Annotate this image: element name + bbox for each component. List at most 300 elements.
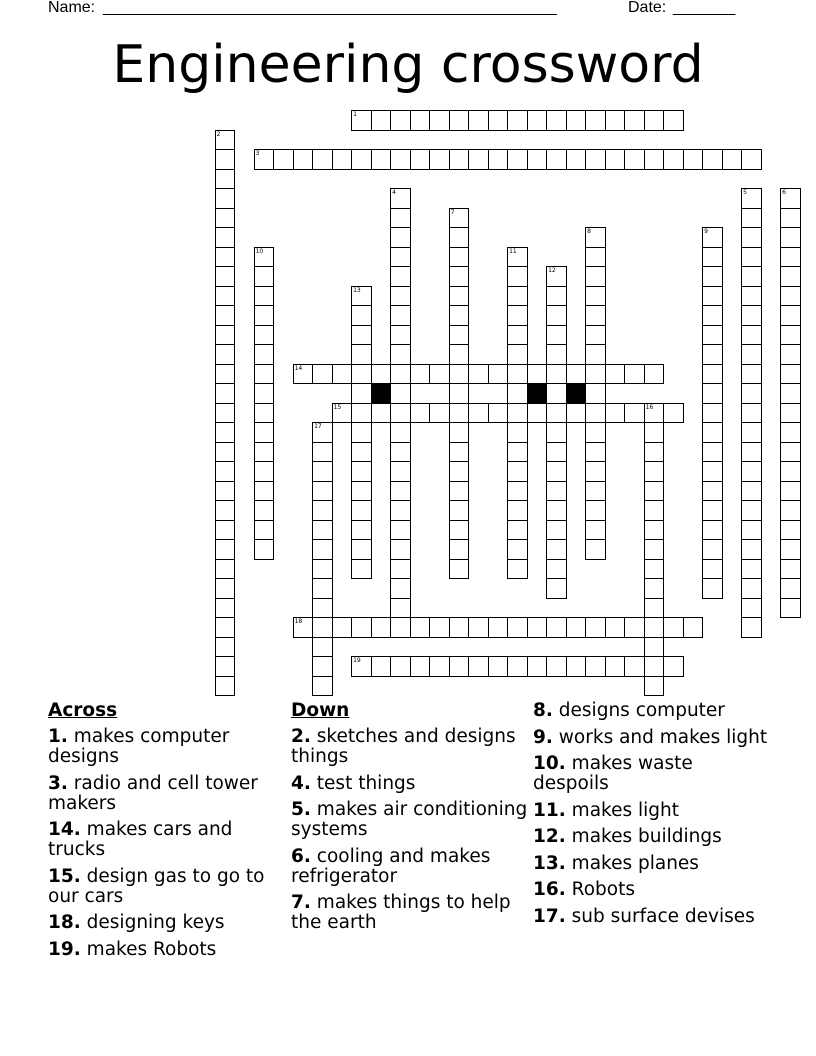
grid-cell[interactable] — [546, 481, 567, 502]
grid-cell[interactable] — [507, 383, 528, 404]
grid-cell[interactable] — [449, 442, 470, 463]
grid-cell[interactable] — [371, 403, 392, 424]
grid-cell[interactable] — [644, 539, 665, 560]
grid-cell[interactable] — [527, 364, 548, 385]
grid-cell[interactable] — [351, 110, 372, 131]
grid-cell[interactable] — [449, 422, 470, 443]
grid-cell[interactable] — [780, 598, 801, 619]
grid-cell[interactable] — [702, 578, 723, 599]
grid-cell[interactable] — [702, 344, 723, 365]
grid-cell[interactable] — [702, 481, 723, 502]
grid-cell[interactable] — [390, 481, 411, 502]
grid-cell[interactable] — [722, 149, 743, 170]
grid-cell[interactable] — [215, 188, 236, 209]
grid-cell[interactable] — [546, 617, 567, 638]
grid-cell[interactable] — [605, 403, 626, 424]
grid-cell[interactable] — [468, 149, 489, 170]
grid-cell[interactable] — [507, 656, 528, 677]
grid-cell[interactable] — [741, 520, 762, 541]
grid-cell[interactable] — [390, 208, 411, 229]
grid-cell[interactable] — [351, 149, 372, 170]
grid-cell[interactable] — [507, 461, 528, 482]
grid-cell[interactable] — [449, 227, 470, 248]
grid-cell[interactable] — [507, 500, 528, 521]
grid-cell[interactable] — [390, 520, 411, 541]
grid-cell[interactable] — [741, 286, 762, 307]
grid-cell[interactable] — [702, 422, 723, 443]
grid-cell[interactable] — [410, 617, 431, 638]
grid-cell[interactable] — [585, 539, 606, 560]
grid-cell[interactable] — [566, 656, 587, 677]
grid-cell[interactable] — [585, 149, 606, 170]
grid-cell[interactable] — [585, 442, 606, 463]
grid-cell[interactable] — [312, 481, 333, 502]
grid-cell[interactable] — [254, 247, 275, 268]
grid-cell[interactable] — [429, 656, 450, 677]
grid-cell[interactable] — [293, 364, 314, 385]
grid-cell[interactable] — [449, 383, 470, 404]
grid-cell[interactable] — [624, 110, 645, 131]
grid-cell[interactable] — [371, 364, 392, 385]
grid-cell[interactable] — [332, 403, 353, 424]
grid-cell[interactable] — [449, 481, 470, 502]
grid-cell[interactable] — [507, 247, 528, 268]
grid-cell[interactable] — [332, 149, 353, 170]
grid-cell[interactable] — [449, 461, 470, 482]
grid-cell[interactable] — [410, 403, 431, 424]
grid-cell[interactable] — [780, 383, 801, 404]
grid-cell[interactable] — [390, 559, 411, 580]
grid-cell[interactable] — [741, 247, 762, 268]
grid-cell[interactable] — [215, 442, 236, 463]
grid-cell[interactable] — [429, 110, 450, 131]
grid-cell[interactable] — [507, 266, 528, 287]
grid-cell[interactable] — [390, 617, 411, 638]
grid-cell[interactable] — [507, 442, 528, 463]
grid-cell[interactable] — [254, 500, 275, 521]
grid-cell[interactable] — [254, 266, 275, 287]
grid-cell[interactable] — [585, 656, 606, 677]
grid-cell[interactable] — [293, 617, 314, 638]
grid-cell[interactable] — [644, 500, 665, 521]
grid-cell[interactable] — [546, 559, 567, 580]
grid-cell[interactable] — [585, 364, 606, 385]
grid-cell[interactable] — [312, 578, 333, 599]
grid-cell[interactable] — [410, 656, 431, 677]
grid-cell[interactable] — [390, 539, 411, 560]
grid-cell[interactable] — [741, 539, 762, 560]
grid-cell[interactable] — [585, 461, 606, 482]
grid-cell[interactable] — [585, 325, 606, 346]
grid-cell[interactable] — [546, 266, 567, 287]
grid-cell[interactable] — [546, 325, 567, 346]
grid-cell[interactable] — [429, 364, 450, 385]
name-field[interactable]: ___________________________________________________ — [103, 0, 557, 16]
grid-cell[interactable] — [546, 461, 567, 482]
grid-cell[interactable] — [390, 403, 411, 424]
grid-cell[interactable] — [741, 383, 762, 404]
grid-cell[interactable] — [351, 461, 372, 482]
grid-cell[interactable] — [585, 344, 606, 365]
grid-cell[interactable] — [390, 364, 411, 385]
grid-cell[interactable] — [741, 305, 762, 326]
grid-cell[interactable] — [780, 578, 801, 599]
grid-cell[interactable] — [507, 520, 528, 541]
grid-cell[interactable] — [663, 656, 684, 677]
grid-cell[interactable] — [351, 286, 372, 307]
grid-cell[interactable] — [624, 656, 645, 677]
grid-cell[interactable] — [566, 403, 587, 424]
grid-cell[interactable] — [507, 286, 528, 307]
grid-cell[interactable] — [215, 559, 236, 580]
grid-cell[interactable] — [585, 305, 606, 326]
grid-cell[interactable] — [215, 169, 236, 190]
grid-cell[interactable] — [741, 578, 762, 599]
grid-cell[interactable] — [546, 539, 567, 560]
grid-cell[interactable] — [390, 500, 411, 521]
grid-cell[interactable] — [351, 305, 372, 326]
grid-cell[interactable] — [644, 520, 665, 541]
grid-cell[interactable] — [507, 364, 528, 385]
grid-cell[interactable] — [702, 442, 723, 463]
grid-cell[interactable] — [351, 617, 372, 638]
grid-cell[interactable] — [215, 461, 236, 482]
grid-cell[interactable] — [546, 422, 567, 443]
grid-cell[interactable] — [644, 422, 665, 443]
grid-cell[interactable] — [507, 149, 528, 170]
grid-cell[interactable] — [254, 325, 275, 346]
grid-cell[interactable] — [780, 520, 801, 541]
grid-cell[interactable] — [215, 500, 236, 521]
grid-cell[interactable] — [644, 461, 665, 482]
grid-cell[interactable] — [468, 617, 489, 638]
grid-cell[interactable] — [215, 578, 236, 599]
grid-cell[interactable] — [585, 383, 606, 404]
grid-cell[interactable] — [741, 500, 762, 521]
grid-cell[interactable] — [585, 403, 606, 424]
grid-cell[interactable] — [585, 422, 606, 443]
grid-cell[interactable] — [312, 500, 333, 521]
grid-cell[interactable] — [741, 188, 762, 209]
grid-cell[interactable] — [215, 325, 236, 346]
grid-cell[interactable] — [293, 149, 314, 170]
grid-cell[interactable] — [215, 227, 236, 248]
grid-cell[interactable] — [546, 149, 567, 170]
grid-cell[interactable] — [644, 442, 665, 463]
grid-cell[interactable] — [215, 149, 236, 170]
grid-cell[interactable] — [390, 266, 411, 287]
grid-cell[interactable] — [741, 149, 762, 170]
grid-cell[interactable] — [507, 344, 528, 365]
grid-cell[interactable] — [546, 305, 567, 326]
grid-cell[interactable] — [254, 286, 275, 307]
grid-cell[interactable] — [312, 617, 333, 638]
grid-cell[interactable] — [546, 364, 567, 385]
grid-cell[interactable] — [371, 617, 392, 638]
grid-cell[interactable] — [605, 617, 626, 638]
grid-cell[interactable] — [312, 559, 333, 580]
grid-cell[interactable] — [702, 539, 723, 560]
grid-cell[interactable] — [312, 539, 333, 560]
grid-cell[interactable] — [624, 149, 645, 170]
grid-cell[interactable] — [741, 344, 762, 365]
grid-cell[interactable] — [605, 110, 626, 131]
grid-cell[interactable] — [702, 461, 723, 482]
grid-cell[interactable] — [449, 325, 470, 346]
grid-cell[interactable] — [351, 442, 372, 463]
grid-cell[interactable] — [507, 305, 528, 326]
grid-cell[interactable] — [215, 286, 236, 307]
grid-cell[interactable] — [215, 130, 236, 151]
grid-cell[interactable] — [312, 656, 333, 677]
grid-cell[interactable] — [585, 617, 606, 638]
grid-cell[interactable] — [390, 383, 411, 404]
grid-cell[interactable] — [449, 266, 470, 287]
grid-cell[interactable] — [780, 188, 801, 209]
grid-cell[interactable] — [683, 617, 704, 638]
grid-cell[interactable] — [702, 266, 723, 287]
grid-cell[interactable] — [351, 481, 372, 502]
grid-cell[interactable] — [215, 344, 236, 365]
grid-cell[interactable] — [410, 364, 431, 385]
grid-cell[interactable] — [644, 578, 665, 599]
grid-cell[interactable] — [780, 442, 801, 463]
grid-cell[interactable] — [410, 110, 431, 131]
grid-cell[interactable] — [644, 559, 665, 580]
grid-cell[interactable] — [605, 364, 626, 385]
grid-cell[interactable] — [215, 481, 236, 502]
grid-cell[interactable] — [215, 364, 236, 385]
grid-cell[interactable] — [644, 364, 665, 385]
grid-cell[interactable] — [312, 364, 333, 385]
grid-cell[interactable] — [546, 578, 567, 599]
grid-cell[interactable] — [449, 364, 470, 385]
grid-cell[interactable] — [527, 656, 548, 677]
grid-cell[interactable] — [390, 247, 411, 268]
grid-cell[interactable] — [780, 539, 801, 560]
grid-cell[interactable] — [390, 325, 411, 346]
grid-cell[interactable] — [780, 500, 801, 521]
grid-cell[interactable] — [390, 422, 411, 443]
grid-cell[interactable] — [351, 520, 372, 541]
grid-cell[interactable] — [390, 442, 411, 463]
grid-cell[interactable] — [566, 617, 587, 638]
grid-cell[interactable] — [468, 110, 489, 131]
grid-cell[interactable] — [254, 481, 275, 502]
grid-cell[interactable] — [449, 305, 470, 326]
grid-cell[interactable] — [780, 305, 801, 326]
grid-cell[interactable] — [741, 364, 762, 385]
grid-cell[interactable] — [644, 598, 665, 619]
grid-cell[interactable] — [390, 656, 411, 677]
grid-cell[interactable] — [429, 403, 450, 424]
grid-cell[interactable] — [429, 617, 450, 638]
grid-cell[interactable] — [215, 637, 236, 658]
grid-cell[interactable] — [215, 305, 236, 326]
grid-cell[interactable] — [527, 403, 548, 424]
grid-cell[interactable] — [663, 617, 684, 638]
grid-cell[interactable] — [390, 461, 411, 482]
grid-cell[interactable] — [702, 383, 723, 404]
grid-cell[interactable] — [780, 422, 801, 443]
grid-cell[interactable] — [741, 461, 762, 482]
grid-cell[interactable] — [741, 559, 762, 580]
grid-cell[interactable] — [351, 539, 372, 560]
grid-cell[interactable] — [312, 422, 333, 443]
grid-cell[interactable] — [390, 598, 411, 619]
grid-cell[interactable] — [449, 208, 470, 229]
grid-cell[interactable] — [488, 110, 509, 131]
grid-cell[interactable] — [741, 442, 762, 463]
grid-cell[interactable] — [449, 656, 470, 677]
grid-cell[interactable] — [449, 539, 470, 560]
grid-cell[interactable] — [351, 403, 372, 424]
grid-cell[interactable] — [780, 364, 801, 385]
grid-cell[interactable] — [702, 403, 723, 424]
grid-cell[interactable] — [780, 344, 801, 365]
grid-cell[interactable] — [449, 110, 470, 131]
grid-cell[interactable] — [390, 188, 411, 209]
grid-cell[interactable] — [449, 559, 470, 580]
grid-cell[interactable] — [254, 442, 275, 463]
grid-cell[interactable] — [507, 422, 528, 443]
grid-cell[interactable] — [644, 110, 665, 131]
grid-cell[interactable] — [351, 344, 372, 365]
grid-cell[interactable] — [546, 442, 567, 463]
grid-cell[interactable] — [429, 149, 450, 170]
grid-cell[interactable] — [390, 110, 411, 131]
grid-cell[interactable] — [254, 520, 275, 541]
grid-cell[interactable] — [780, 286, 801, 307]
grid-cell[interactable] — [215, 539, 236, 560]
grid-cell[interactable] — [605, 656, 626, 677]
grid-cell[interactable] — [585, 110, 606, 131]
grid-cell[interactable] — [585, 481, 606, 502]
grid-cell[interactable] — [663, 149, 684, 170]
grid-cell[interactable] — [215, 403, 236, 424]
grid-cell[interactable] — [507, 617, 528, 638]
grid-cell[interactable] — [507, 539, 528, 560]
grid-cell[interactable] — [351, 559, 372, 580]
grid-cell[interactable] — [449, 247, 470, 268]
grid-cell[interactable] — [215, 617, 236, 638]
grid-cell[interactable] — [488, 617, 509, 638]
grid-cell[interactable] — [215, 676, 236, 697]
grid-cell[interactable] — [741, 325, 762, 346]
grid-cell[interactable] — [449, 520, 470, 541]
grid-cell[interactable] — [312, 149, 333, 170]
grid-cell[interactable] — [527, 617, 548, 638]
grid-cell[interactable] — [507, 559, 528, 580]
grid-cell[interactable] — [624, 403, 645, 424]
grid-cell[interactable] — [624, 364, 645, 385]
grid-cell[interactable] — [644, 617, 665, 638]
grid-cell[interactable] — [702, 286, 723, 307]
grid-cell[interactable] — [527, 110, 548, 131]
grid-cell[interactable] — [702, 305, 723, 326]
grid-cell[interactable] — [215, 598, 236, 619]
grid-cell[interactable] — [644, 481, 665, 502]
grid-cell[interactable] — [351, 422, 372, 443]
grid-cell[interactable] — [546, 286, 567, 307]
grid-cell[interactable] — [741, 481, 762, 502]
grid-cell[interactable] — [566, 110, 587, 131]
grid-cell[interactable] — [488, 364, 509, 385]
grid-cell[interactable] — [390, 227, 411, 248]
grid-cell[interactable] — [702, 559, 723, 580]
grid-cell[interactable] — [663, 403, 684, 424]
grid-cell[interactable] — [780, 247, 801, 268]
grid-cell[interactable] — [644, 656, 665, 677]
grid-cell[interactable] — [390, 305, 411, 326]
grid-cell[interactable] — [546, 403, 567, 424]
grid-cell[interactable] — [702, 520, 723, 541]
grid-cell[interactable] — [254, 539, 275, 560]
grid-cell[interactable] — [702, 325, 723, 346]
grid-cell[interactable] — [780, 325, 801, 346]
grid-cell[interactable] — [254, 364, 275, 385]
grid-cell[interactable] — [488, 403, 509, 424]
grid-cell[interactable] — [273, 149, 294, 170]
grid-cell[interactable] — [585, 247, 606, 268]
grid-cell[interactable] — [449, 403, 470, 424]
grid-cell[interactable] — [702, 364, 723, 385]
grid-cell[interactable] — [780, 559, 801, 580]
grid-cell[interactable] — [351, 500, 372, 521]
grid-cell[interactable] — [312, 676, 333, 697]
grid-cell[interactable] — [215, 383, 236, 404]
grid-cell[interactable] — [254, 305, 275, 326]
grid-cell[interactable] — [215, 656, 236, 677]
grid-cell[interactable] — [702, 227, 723, 248]
grid-cell[interactable] — [215, 208, 236, 229]
grid-cell[interactable] — [546, 383, 567, 404]
grid-cell[interactable] — [605, 149, 626, 170]
grid-cell[interactable] — [390, 149, 411, 170]
grid-cell[interactable] — [351, 383, 372, 404]
grid-cell[interactable] — [780, 266, 801, 287]
grid-cell[interactable] — [254, 344, 275, 365]
grid-cell[interactable] — [527, 149, 548, 170]
grid-cell[interactable] — [215, 247, 236, 268]
grid-cell[interactable] — [585, 286, 606, 307]
grid-cell[interactable] — [390, 286, 411, 307]
grid-cell[interactable] — [566, 149, 587, 170]
grid-cell[interactable] — [215, 266, 236, 287]
grid-cell[interactable] — [351, 325, 372, 346]
grid-cell[interactable] — [312, 598, 333, 619]
grid-cell[interactable] — [644, 403, 665, 424]
grid-cell[interactable] — [663, 110, 684, 131]
grid-cell[interactable] — [546, 500, 567, 521]
grid-cell[interactable] — [254, 422, 275, 443]
grid-cell[interactable] — [254, 383, 275, 404]
grid-cell[interactable] — [585, 227, 606, 248]
grid-cell[interactable] — [449, 617, 470, 638]
grid-cell[interactable] — [371, 110, 392, 131]
grid-cell[interactable] — [683, 149, 704, 170]
grid-cell[interactable] — [546, 656, 567, 677]
grid-cell[interactable] — [644, 149, 665, 170]
grid-cell[interactable] — [546, 520, 567, 541]
grid-cell[interactable] — [741, 617, 762, 638]
grid-cell[interactable] — [780, 403, 801, 424]
grid-cell[interactable] — [449, 149, 470, 170]
grid-cell[interactable] — [741, 598, 762, 619]
grid-cell[interactable] — [507, 481, 528, 502]
grid-cell[interactable] — [312, 461, 333, 482]
grid-cell[interactable] — [254, 403, 275, 424]
